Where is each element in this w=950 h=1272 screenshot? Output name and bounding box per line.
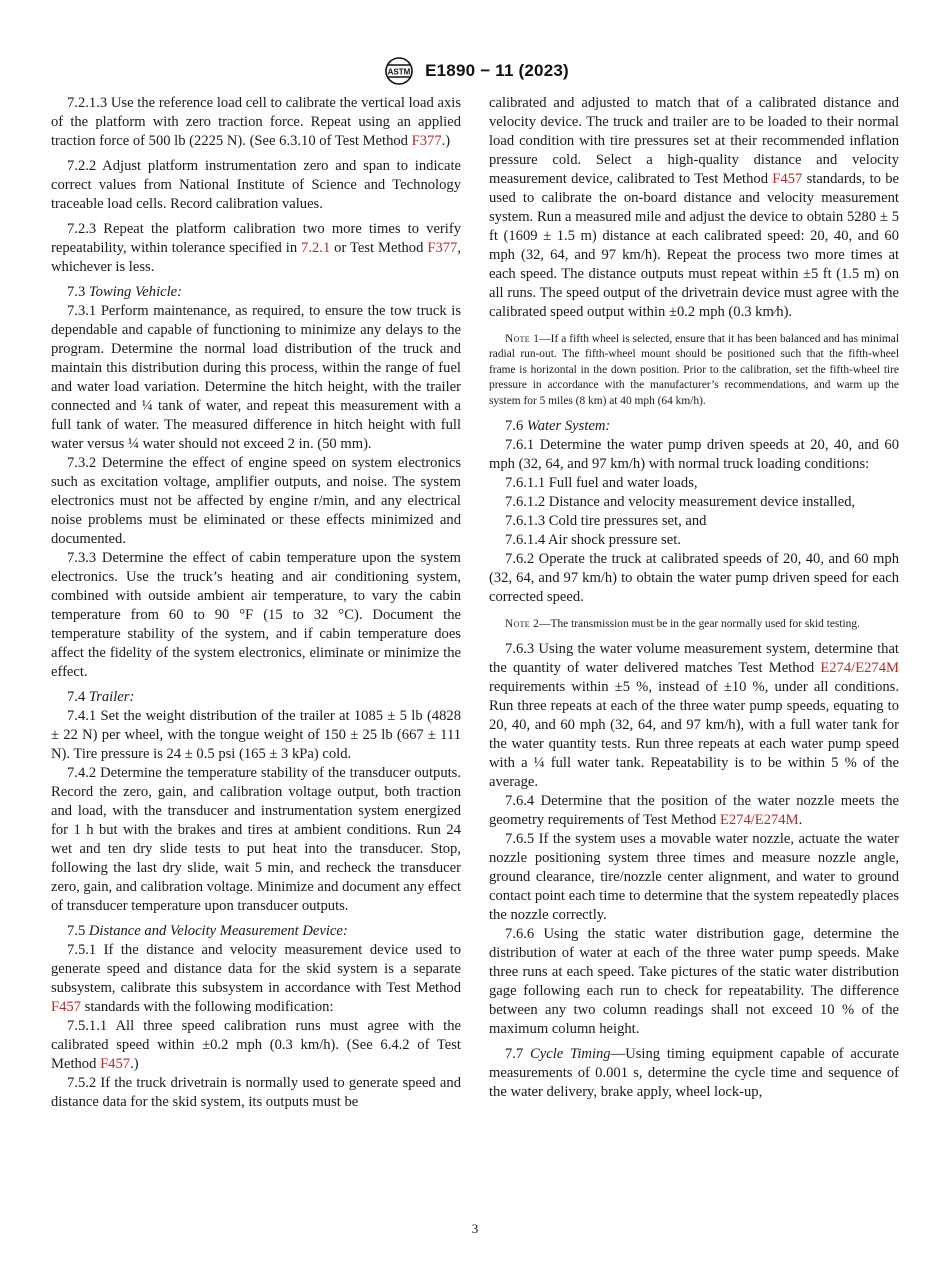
section-heading-7-6: 7.6 Water System:: [505, 418, 611, 435]
ref-link-7-2-1[interactable]: 7.2.1: [301, 240, 331, 256]
paragraph-7-6-1: 7.6.1 Determine the water pump driven speeds at 20, 40, and 60 mph (32, 64, and 97 km/h) with normal truck loading conditions:: [489, 437, 899, 473]
paragraph-7-6-1-1: 7.6.1.1 Full fuel and water loads,: [505, 475, 698, 492]
paragraph-7-5-2-continued: calibrated and adjusted to match that of a calibrated distance and velocity device. The truck and trailer are to be loaded to their normal load condition with tire pressures set at their recommended inflation pressure cold. Select a high-quality distance and velocity measurement device, calibrated to Test Method F457 standards, to be used to calibrate the on-board distance and velocity measurement system. Run a measured mile and adjust the device to obtain 5280 ± 5 ft (1609 ± 1.5 m) distance at each calibrated speed: 20, 40, and 60 mph (32, 64, and 97 km/h). Repeat the process two more times at each speed. The distance outputs must repeat within ±5 ft (1.5 m) on all runs. The speed output of the drivetrain device must agree with the calibrated speed output within ±0.2 mph (0.3 km⁄h).: [489, 95, 899, 320]
ref-link-f457[interactable]: F457: [772, 171, 803, 187]
paragraph-7-6-1-4: 7.6.1.4 Air shock pressure set.: [505, 532, 681, 549]
section-heading-7-5: 7.5 Distance and Velocity Measurement Device:: [67, 923, 348, 939]
paragraph-7-5-1-1: 7.5.1.1 All three speed calibration runs must agree with the calibrated speed within ±0.2 mph (0.3 km/h). (See 6.4.2 of Test Method F457.): [51, 1018, 461, 1072]
paragraph-7-2-3: 7.2.3 Repeat the platform calibration two more times to verify repeatability, within tolerance specified in 7.2.1 or Test Method F377, whichever is less.: [51, 221, 461, 275]
page-number: 3: [471, 1221, 479, 1236]
ref-link-f377[interactable]: F377: [411, 133, 442, 149]
paragraph-7-6-3: 7.6.3 Using the water volume measurement system, determine that the quantity of water delivered matches Test Method E274/E274M requirements within ±5 %, instead of ±10 %, under all conditions. Run three repeats at each of the three water pump speeds, equating to 20, 40, and 60 mph (32, 64, and 97 km/h), with a full water tank for the water quantity tests. Run three repeats at each water pump speed with a ¼ full water tank. Repeatability is to be within 5 % of the average.: [489, 641, 899, 791]
document-designation: E1890 − 11 (2023): [425, 61, 569, 80]
note-2: Note 2—The transmission must be in the gear normally used for skid testing.: [505, 618, 860, 631]
paragraph-7-7: 7.7 Cycle Timing—Using timing equipment capable of accurate measurements of 0.001 s, determine the cycle time and sequence of the water delivery, brake apply, wheel lock-up,: [489, 1046, 899, 1101]
paragraph-7-6-5: 7.6.5 If the system uses a movable water nozzle, actuate the water nozzle positioning system three times and measure nozzle angle, ground clearance, tire/nozzle center alignment, and water to ground contact point each time to determine that the system repeatedly places the nozzle correctly.: [489, 831, 899, 924]
left-column: [51, 94, 461, 1112]
paragraph-7-6-4: 7.6.4 Determine that the position of the water nozzle meets the geometry requirements of Test Method E274/E274M.: [489, 793, 899, 829]
section-heading-7-4: 7.4 Trailer:: [67, 689, 135, 705]
paragraph-7-6-1-2: 7.6.1.2 Distance and velocity measurement device installed,: [505, 494, 856, 511]
ref-link-f457[interactable]: F457: [100, 1056, 131, 1072]
paragraph-7-4-1: 7.4.1 Set the weight distribution of the trailer at 1085 ± 5 lb (4828 ± 22 N) per wheel, with the tongue weight of 150 ± 25 lb (667 ± 111 N). Tire pressure is 24 ± 0.5 psi (165 ± 3 kPa) cold.: [51, 708, 461, 762]
paragraph-7-2-2: 7.2.2 Adjust platform instrumentation zero and span to indicate correct values from National Institute of Science and Technology traceable load cells. Record calibration values.: [51, 158, 461, 212]
right-column: [489, 94, 899, 1102]
svg-text:ASTM: ASTM: [387, 67, 411, 77]
paragraph-7-6-6: 7.6.6 Using the static water distribution gage, determine the distribution of water at each of the three water pump speeds. Make three runs at each speed. Take pictures of the static water distribution gage following each run to check for repeatability. The difference between any two column readings shall not exceed 10 % of the maximum column height.: [489, 926, 899, 1038]
astm-logo-icon: [381, 56, 417, 86]
paragraph-7-3-3: 7.3.3 Determine the effect of cabin temperature upon the system electronics. Use the truck’s heating and air conditioning system, combined with outside ambient air temperature, to vary the cabin temperature from 60 to 90 °F (15 to 32 °C). Document the temperature stability of the system, and if cabin temperature does affect the fidelity of the system electronics, eliminate or minimize the effect.: [51, 550, 461, 680]
paragraph-7-2-1-3: 7.2.1.3 Use the reference load cell to calibrate the vertical load axis of the platform with zero traction force. Repeat using an applied traction force of 500 lb (2225 N). (See 6.3.10 of Test Method F377.): [51, 95, 461, 149]
ref-link-f377[interactable]: F377: [427, 240, 458, 256]
paragraph-7-5-2: 7.5.2 If the truck drivetrain is normally used to generate speed and distance data for the skid system, its outputs must be: [51, 1075, 461, 1110]
paragraph-7-6-1-3: 7.6.1.3 Cold tire pressures set, and: [505, 513, 707, 530]
ref-link-f457[interactable]: F457: [51, 999, 82, 1015]
paragraph-7-6-2: 7.6.2 Operate the truck at calibrated speeds of 20, 40, and 60 mph (32, 64, and 97 km/h) to obtain the water pump driven speed for each corrected speed.: [489, 551, 899, 606]
paragraph-7-3-1: 7.3.1 Perform maintenance, as required, to ensure the tow truck is dependable and capable of functioning to minimize any delays to the program. Determine the normal load distribution of the truck and maintain this distribution during this process, within the range of fuel and water load variation. Determine the hitch height, with the trailer connected and ¼ tank of water, and repeat this measurement with a full tank of water. The measured difference in hitch height with full water versus ¼ water should not exceed 2 in. (50 mm).: [51, 303, 461, 452]
ref-link-e274[interactable]: E274/E274M: [820, 660, 899, 677]
ref-link-e274[interactable]: E274/E274M: [719, 812, 799, 829]
section-heading-7-3: 7.3 Towing Vehicle:: [67, 284, 182, 300]
paragraph-7-3-2: 7.3.2 Determine the effect of engine speed on system electronics such as excitation voltage, amplifier outputs, and noise. The system electronics must not be affected by engine r/min, and any electrical noise problems must be eliminated or these effects minimized and documented.: [51, 455, 461, 547]
note-1: Note 1—If a fifth wheel is selected, ensure that it has been balanced and has minimal radial run-out. The fifth-wheel mount should be positioned such that the fifth-wheel frame is horizontal in the down position. Prior to the calibration, set the fifth-wheel tire pressure in accordance with the manufacturer’s recommendations, and warm up the system for 5 miles (8 km) at 40 mph (64 km/h).: [489, 333, 899, 407]
page-header: [0, 56, 950, 91]
paragraph-7-4-2: 7.4.2 Determine the temperature stability of the transducer outputs. Record the zero, gain, and calibration voltage output, both traction and load, with the transducer and instrumentation system energized for 1 h but with the brakes and tires at ambient conditions. Run 24 wet and ten dry slide tests to put heat into the transducer. Stop, following the last dry slide, wait 5 min, and recheck the transducer zero, gain, and calibration voltage. Minimize and document any effect of transducer temperature upon transducer outputs.: [51, 765, 461, 914]
paragraph-7-5-1: 7.5.1 If the distance and velocity measurement device used to generate speed and distance data for the skid system is a separate subsystem, calibrate this subsystem in accordance with Test Method F457 standards with the following modification:: [51, 942, 461, 1015]
